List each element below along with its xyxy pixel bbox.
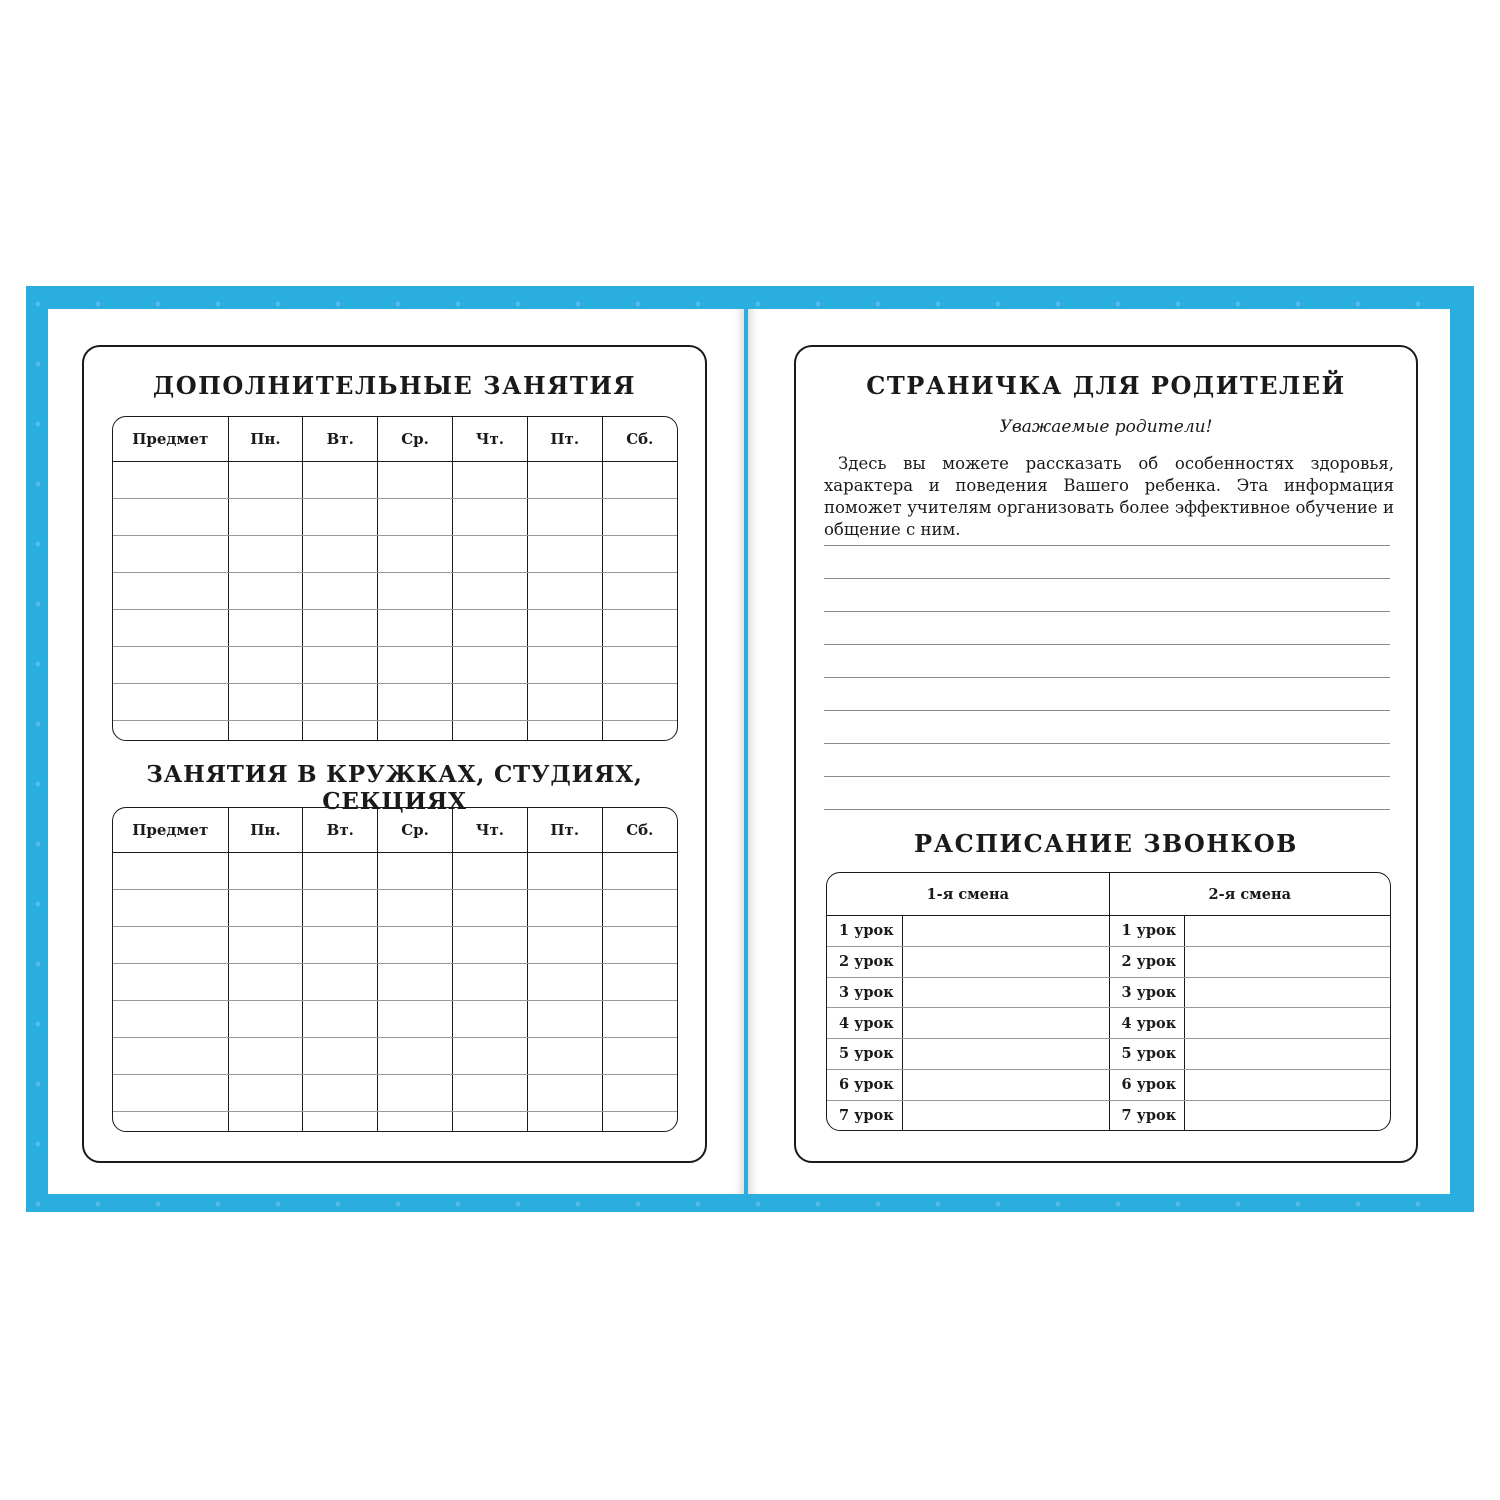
table-cell[interactable] <box>452 573 527 610</box>
table-cell[interactable] <box>378 853 453 890</box>
table-cell[interactable] <box>228 1112 303 1133</box>
right-panel <box>794 345 1418 1163</box>
table-cell[interactable] <box>602 853 677 890</box>
table-cell[interactable] <box>602 1001 677 1038</box>
clubs-title: ЗАНЯТИЯ В КРУЖКАХ, СТУДИЯХ, СЕКЦИЯХ <box>146 761 643 815</box>
bell-schedule-table <box>826 872 1391 1131</box>
table-cell[interactable] <box>378 610 453 647</box>
bell-schedule-title: РАСПИСАНИЕ ЗВОНКОВ <box>914 829 1298 858</box>
lesson-time-cell[interactable] <box>902 1008 1109 1039</box>
left-panel <box>82 345 707 1163</box>
table-cell[interactable] <box>452 610 527 647</box>
table-row <box>827 977 1390 1008</box>
table-cell[interactable] <box>527 536 602 573</box>
clubs-table <box>112 807 678 1132</box>
table-row <box>113 721 677 742</box>
table-cell[interactable] <box>452 462 527 499</box>
table-cell[interactable] <box>452 853 527 890</box>
table-cell[interactable] <box>228 536 303 573</box>
column-header: Пт. <box>527 417 602 462</box>
table-cell[interactable] <box>303 499 378 536</box>
table-cell[interactable] <box>113 1001 228 1038</box>
intro-paragraph: Здесь вы можете рассказать об особенностях здоровья, характера и поведения Вашего ребенка. Эта информация поможет учителям организовать более эффективное обучение и общение с ним. <box>824 454 1394 539</box>
table-cell[interactable] <box>113 536 228 573</box>
column-header: Сб. <box>602 417 677 462</box>
table-cell[interactable] <box>113 684 228 721</box>
table-row <box>827 1008 1390 1039</box>
table-cell[interactable] <box>602 462 677 499</box>
table-cell[interactable] <box>378 890 453 927</box>
table-cell[interactable] <box>228 684 303 721</box>
lesson-label: 6 урок <box>1109 1069 1184 1100</box>
table-cell[interactable] <box>602 721 677 742</box>
column-header: Ср. <box>378 417 453 462</box>
right-page <box>748 309 1450 1194</box>
table-cell[interactable] <box>452 721 527 742</box>
table-row <box>113 647 677 684</box>
table-cell[interactable] <box>378 1112 453 1133</box>
table-header-row <box>827 873 1390 916</box>
table-cell[interactable] <box>378 573 453 610</box>
table-cell[interactable] <box>602 610 677 647</box>
table-cell[interactable] <box>602 647 677 684</box>
salutation: Уважаемые родители! <box>999 417 1213 437</box>
table-cell[interactable] <box>228 647 303 684</box>
table-row <box>113 499 677 536</box>
table-cell[interactable] <box>602 536 677 573</box>
table-cell[interactable] <box>303 536 378 573</box>
table-row <box>827 916 1390 947</box>
table-cell[interactable] <box>602 499 677 536</box>
column-header: Чт. <box>452 417 527 462</box>
table-cell[interactable] <box>113 964 228 1001</box>
column-header: Предмет <box>113 417 228 462</box>
table-row <box>113 1075 677 1112</box>
table-cell[interactable] <box>378 927 453 964</box>
lesson-time-cell[interactable] <box>1184 1100 1390 1130</box>
table-cell[interactable] <box>113 927 228 964</box>
column-header: Вт. <box>303 808 378 853</box>
table-cell[interactable] <box>527 684 602 721</box>
lesson-time-cell[interactable] <box>902 946 1109 977</box>
writing-line[interactable] <box>824 710 1390 711</box>
lesson-time-cell[interactable] <box>1184 1069 1390 1100</box>
table-cell[interactable] <box>113 1075 228 1112</box>
lesson-time-cell[interactable] <box>902 1069 1109 1100</box>
table-cell[interactable] <box>527 610 602 647</box>
table-cell[interactable] <box>228 890 303 927</box>
table-row <box>827 1069 1390 1100</box>
left-page <box>48 309 744 1194</box>
table-cell[interactable] <box>602 573 677 610</box>
table-cell[interactable] <box>113 1038 228 1075</box>
table-cell[interactable] <box>378 647 453 684</box>
lesson-label: 7 урок <box>827 1100 902 1130</box>
table-cell[interactable] <box>113 1112 228 1133</box>
table-cell[interactable] <box>452 1112 527 1133</box>
table-cell[interactable] <box>452 647 527 684</box>
column-header: Пт. <box>527 808 602 853</box>
table-row <box>113 890 677 927</box>
table-cell[interactable] <box>228 1038 303 1075</box>
table-cell[interactable] <box>602 1038 677 1075</box>
table-row <box>113 1001 677 1038</box>
column-header: Пн. <box>228 808 303 853</box>
lesson-time-cell[interactable] <box>902 916 1109 947</box>
table-cell[interactable] <box>527 927 602 964</box>
table-row <box>827 1039 1390 1070</box>
table-cell[interactable] <box>303 684 378 721</box>
table-row <box>113 927 677 964</box>
table-cell[interactable] <box>527 1001 602 1038</box>
table-row <box>113 610 677 647</box>
table-row <box>113 573 677 610</box>
table-cell[interactable] <box>452 1075 527 1112</box>
table-cell[interactable] <box>228 462 303 499</box>
table-cell[interactable] <box>228 1001 303 1038</box>
table-row <box>113 853 677 890</box>
table-cell[interactable] <box>527 647 602 684</box>
table-cell[interactable] <box>228 853 303 890</box>
table-header-row <box>113 808 677 853</box>
lesson-time-cell[interactable] <box>902 977 1109 1008</box>
table-cell[interactable] <box>602 927 677 964</box>
column-header: Ср. <box>378 808 453 853</box>
table-cell[interactable] <box>228 721 303 742</box>
table-cell[interactable] <box>378 536 453 573</box>
extra-classes-table <box>112 416 678 741</box>
column-header: Пн. <box>228 417 303 462</box>
table-cell[interactable] <box>113 499 228 536</box>
table-cell[interactable] <box>113 853 228 890</box>
table-cell[interactable] <box>228 964 303 1001</box>
column-header: Сб. <box>602 808 677 853</box>
lesson-label: 4 урок <box>1109 1008 1184 1039</box>
table-cell[interactable] <box>452 1001 527 1038</box>
lesson-label: 5 урок <box>827 1039 902 1070</box>
lesson-label: 3 урок <box>827 977 902 1008</box>
table-cell[interactable] <box>378 964 453 1001</box>
table-cell[interactable] <box>452 684 527 721</box>
table-cell[interactable] <box>113 890 228 927</box>
lesson-label: 5 урок <box>1109 1039 1184 1070</box>
table-cell[interactable] <box>378 721 453 742</box>
lesson-label: 4 урок <box>827 1008 902 1039</box>
table-cell[interactable] <box>303 1001 378 1038</box>
table-cell[interactable] <box>527 499 602 536</box>
table-cell[interactable] <box>378 1075 453 1112</box>
lesson-time-cell[interactable] <box>1184 916 1390 947</box>
table-cell[interactable] <box>527 462 602 499</box>
writing-line[interactable] <box>824 611 1390 612</box>
lesson-time-cell[interactable] <box>1184 946 1390 977</box>
lesson-time-cell[interactable] <box>1184 977 1390 1008</box>
table-cell[interactable] <box>303 462 378 499</box>
table-cell[interactable] <box>527 1038 602 1075</box>
writing-line[interactable] <box>824 578 1390 579</box>
table-cell[interactable] <box>527 721 602 742</box>
table-cell[interactable] <box>378 499 453 536</box>
table-row <box>113 964 677 1001</box>
table-cell[interactable] <box>452 927 527 964</box>
table-cell[interactable] <box>602 1112 677 1133</box>
table-cell[interactable] <box>452 1038 527 1075</box>
lesson-label: 6 урок <box>827 1069 902 1100</box>
table-cell[interactable] <box>113 647 228 684</box>
writing-line[interactable] <box>824 743 1390 744</box>
table-cell[interactable] <box>527 1075 602 1112</box>
table-cell[interactable] <box>303 1038 378 1075</box>
table-cell[interactable] <box>527 853 602 890</box>
table-cell[interactable] <box>378 462 453 499</box>
lesson-label: 3 урок <box>1109 977 1184 1008</box>
table-cell[interactable] <box>303 721 378 742</box>
table-cell[interactable] <box>527 573 602 610</box>
table-cell[interactable] <box>602 1075 677 1112</box>
lesson-label: 7 урок <box>1109 1100 1184 1130</box>
table-row <box>113 462 677 499</box>
table-row <box>113 1038 677 1075</box>
table-cell[interactable] <box>228 573 303 610</box>
lesson-label: 1 урок <box>827 916 902 947</box>
column-header: Вт. <box>303 417 378 462</box>
table-cell[interactable] <box>228 499 303 536</box>
table-cell[interactable] <box>303 964 378 1001</box>
table-cell[interactable] <box>303 927 378 964</box>
column-header: Чт. <box>452 808 527 853</box>
table-cell[interactable] <box>303 890 378 927</box>
lesson-time-cell[interactable] <box>1184 1039 1390 1070</box>
lesson-label: 2 урок <box>1109 946 1184 977</box>
table-cell[interactable] <box>113 721 228 742</box>
writing-line[interactable] <box>824 776 1390 777</box>
table-header-row <box>113 417 677 462</box>
lesson-time-cell[interactable] <box>1184 1008 1390 1039</box>
table-row <box>113 536 677 573</box>
table-cell[interactable] <box>303 573 378 610</box>
table-cell[interactable] <box>113 462 228 499</box>
table-cell[interactable] <box>452 536 527 573</box>
table-cell[interactable] <box>452 964 527 1001</box>
table-cell[interactable] <box>452 499 527 536</box>
table-cell[interactable] <box>303 647 378 684</box>
shift1-header: 1-я смена <box>827 873 1109 916</box>
table-cell[interactable] <box>228 610 303 647</box>
lesson-label: 2 урок <box>827 946 902 977</box>
table-cell[interactable] <box>378 1038 453 1075</box>
table-cell[interactable] <box>303 853 378 890</box>
column-header: Предмет <box>113 808 228 853</box>
table-cell[interactable] <box>602 684 677 721</box>
parents-page-title: СТРАНИЧКА ДЛЯ РОДИТЕЛЕЙ <box>866 371 1346 400</box>
table-row <box>113 684 677 721</box>
table-cell[interactable] <box>228 927 303 964</box>
table-cell[interactable] <box>452 890 527 927</box>
table-cell[interactable] <box>378 684 453 721</box>
table-cell[interactable] <box>113 573 228 610</box>
table-row <box>113 1112 677 1133</box>
writing-line[interactable] <box>824 677 1390 678</box>
table-cell[interactable] <box>113 610 228 647</box>
table-row <box>827 1100 1390 1130</box>
table-cell[interactable] <box>378 1001 453 1038</box>
table-cell[interactable] <box>527 964 602 1001</box>
table-row <box>827 946 1390 977</box>
writing-line[interactable] <box>824 545 1390 546</box>
writing-line[interactable] <box>824 809 1390 810</box>
table-cell[interactable] <box>228 1075 303 1112</box>
table-cell[interactable] <box>303 1112 378 1133</box>
table-cell[interactable] <box>527 1112 602 1133</box>
table-cell[interactable] <box>602 890 677 927</box>
lesson-label: 1 урок <box>1109 916 1184 947</box>
table-cell[interactable] <box>303 1075 378 1112</box>
table-cell[interactable] <box>303 610 378 647</box>
lesson-time-cell[interactable] <box>902 1100 1109 1130</box>
table-cell[interactable] <box>527 890 602 927</box>
writing-line[interactable] <box>824 644 1390 645</box>
table-cell[interactable] <box>602 964 677 1001</box>
lesson-time-cell[interactable] <box>902 1039 1109 1070</box>
extra-classes-title: ДОПОЛНИТЕЛЬНЫЕ ЗАНЯТИЯ <box>152 371 637 400</box>
shift2-header: 2-я смена <box>1109 873 1390 916</box>
